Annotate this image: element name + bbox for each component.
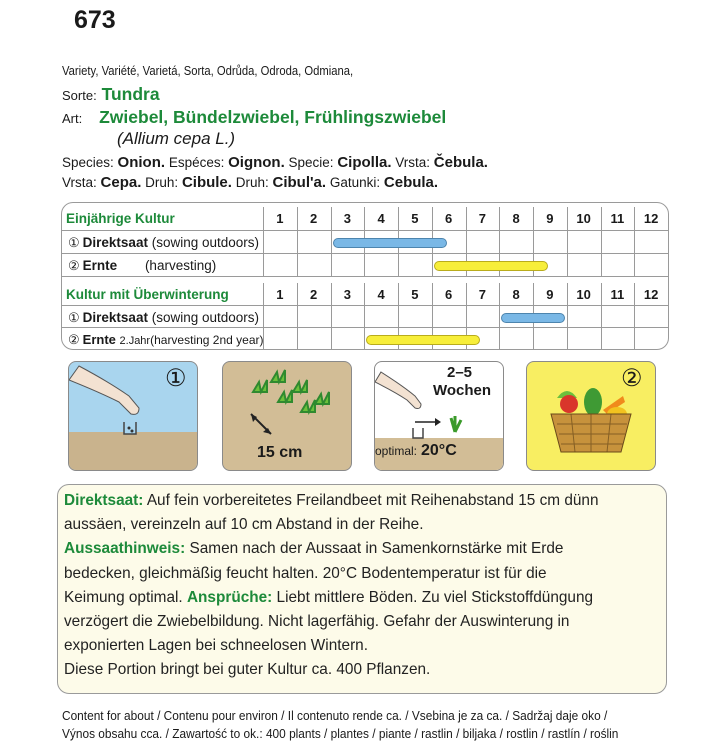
grid-line <box>62 276 668 277</box>
art-value: Zwiebel, Bündelzwiebel, Frühlingszwiebel <box>99 107 447 127</box>
instr-text: Liebt mittlere Böden. Zu viel Stickstoffdüngung <box>272 588 594 606</box>
species-value: Cipolla. <box>337 154 392 171</box>
instr-text: Auf fein vorbereitetes Freilandbeet mit Reihenabstand 15 cm dünn <box>143 492 599 509</box>
species-value: Cepa. <box>100 174 142 191</box>
month-label: 12 <box>643 287 659 302</box>
row-name: Ernte <box>82 258 118 273</box>
species-label: Druh: <box>235 175 269 190</box>
grid-line <box>668 283 669 350</box>
row-note-small: 2.Jahr <box>119 335 151 347</box>
species-label: Vrsta: <box>395 155 431 170</box>
grid-line <box>668 207 669 276</box>
instr-line-1 <box>64 489 642 513</box>
pictogram-harvest <box>526 361 656 471</box>
species-label: Gatunki: <box>329 175 381 190</box>
row-number: ① <box>68 310 80 325</box>
month-label: 8 <box>512 287 520 302</box>
direktsaat-label: Direktsaat: <box>64 492 144 509</box>
month-label: 2 <box>310 211 318 226</box>
month-label: 3 <box>343 211 351 226</box>
instr-text: Keimung optimal. <box>64 588 187 606</box>
pictogram-germination <box>374 361 504 471</box>
optimal-temperature: 20°C <box>421 442 457 459</box>
row-name: Direktsaat <box>82 235 148 250</box>
latin-name: (Allium cepa L.) <box>117 129 236 148</box>
aussaat-label: Aussaathinweis: <box>64 540 186 558</box>
row-name: Ernte <box>82 332 116 347</box>
optimal-label: optimal: <box>375 444 418 458</box>
footer-line-1: Content for about / Contenu pour environ / Il contenuto rende ca. / Vsebina je za ca. / Sadržaj daje oko / <box>62 709 608 723</box>
row-number: ① <box>68 235 80 250</box>
sorte-row <box>62 84 160 105</box>
instr-line-5 <box>64 586 642 610</box>
species-value: Oignon. <box>228 154 285 171</box>
germination-weeks-unit: Wochen <box>433 382 492 399</box>
overwinter-sowing-bar <box>501 313 565 323</box>
row-note: (sowing outdoors) <box>151 235 260 250</box>
month-label: 11 <box>610 211 625 226</box>
section-title: Kultur mit Überwinterung <box>66 287 229 302</box>
pictogram-spacing <box>222 361 352 471</box>
section-title: Einjährige Kultur <box>66 211 175 226</box>
instr-line-6: verzögert die Zwiebelbildung. Nicht lagerfähig. Gefahr der Auswinterung in <box>64 613 570 631</box>
species-value: Cebula. <box>383 174 439 191</box>
month-label: 2 <box>310 287 318 302</box>
row-note: (harvesting) <box>144 258 217 273</box>
overwinter-harvest-bar <box>366 335 480 345</box>
month-label: 3 <box>343 287 351 302</box>
species-label: Specie: <box>288 155 334 170</box>
species-label: Vrsta: <box>62 175 97 190</box>
instr-line-2: aussäen, vereinzeln auf 10 cm Abstand in der Reihe. <box>64 516 424 534</box>
species-label: Species: <box>62 155 114 170</box>
variety-line: Variety, Variété, Varietá, Sorta, Odrůda, Odroda, Odmiana, <box>62 64 354 78</box>
month-label: 7 <box>478 211 486 226</box>
month-label: 8 <box>512 211 520 226</box>
month-label: 6 <box>445 287 453 302</box>
month-label: 9 <box>546 287 554 302</box>
month-label: 4 <box>377 211 385 226</box>
sowing-calendar <box>61 202 669 350</box>
month-label: 9 <box>546 211 554 226</box>
species-value: Cibule. <box>181 174 232 191</box>
art-row <box>62 107 446 128</box>
species-value: Cibul'a. <box>272 174 327 191</box>
harvest-period-bar <box>434 261 548 271</box>
species-label: Espéces: <box>168 155 225 170</box>
sorte-label: Sorte: <box>62 88 97 103</box>
row-number: ② <box>68 258 80 273</box>
species-line-1 <box>62 154 488 171</box>
month-label: 5 <box>411 211 419 226</box>
species-value: Onion. <box>117 154 166 171</box>
month-label: 4 <box>377 287 385 302</box>
step-number-1: ① <box>165 365 187 392</box>
row-name: Direktsaat <box>82 310 148 325</box>
product-code: 673 <box>74 6 116 34</box>
month-label: 7 <box>478 287 486 302</box>
ansprueche-label: Ansprüche: <box>186 588 273 606</box>
instr-line-3 <box>64 537 642 561</box>
instr-line-8: Diese Portion bringt bei guter Kultur ca. 400 Pflanzen. <box>64 661 431 679</box>
row-note: (sowing outdoors) <box>151 310 260 325</box>
art-label: Art: <box>62 111 83 126</box>
species-label: Druh: <box>145 175 179 190</box>
month-label: 10 <box>576 287 591 302</box>
row-number: ② <box>68 332 80 347</box>
month-label: 1 <box>276 211 284 226</box>
step-number-2: ② <box>621 365 643 392</box>
pictogram-sowing <box>68 361 198 471</box>
species-line-2 <box>62 174 438 191</box>
month-label: 1 <box>276 287 284 302</box>
sorte-value: Tundra <box>101 84 160 104</box>
instructions-box <box>57 484 667 694</box>
month-label: 5 <box>411 287 419 302</box>
month-label: 6 <box>445 211 453 226</box>
month-label: 10 <box>576 211 591 226</box>
instr-line-4: bedecken, gleichmäßig feucht halten. 20°C Bodentemperatur ist für die <box>64 564 547 582</box>
sowing-period-bar <box>333 238 447 248</box>
month-label: 12 <box>643 211 659 226</box>
germination-weeks: 2–5 <box>447 364 473 381</box>
row-note: (harvesting 2nd year) <box>150 333 264 347</box>
instr-line-7: exponierten Lagen bei schneelosen Wintern. <box>64 637 368 655</box>
species-value: Čebula. <box>433 154 488 171</box>
spacing-label: 15 cm <box>257 444 303 461</box>
month-label: 11 <box>610 287 625 302</box>
instr-text: Samen nach der Aussaat in Samenkornstärke mit Erde <box>185 540 564 558</box>
footer-line-2: Výnos obsahu cca. / Zawartość to ok.: 400 plants / plantes / piante / rastlin / biljaka / rostlin / rastlín / roślin <box>62 727 619 741</box>
